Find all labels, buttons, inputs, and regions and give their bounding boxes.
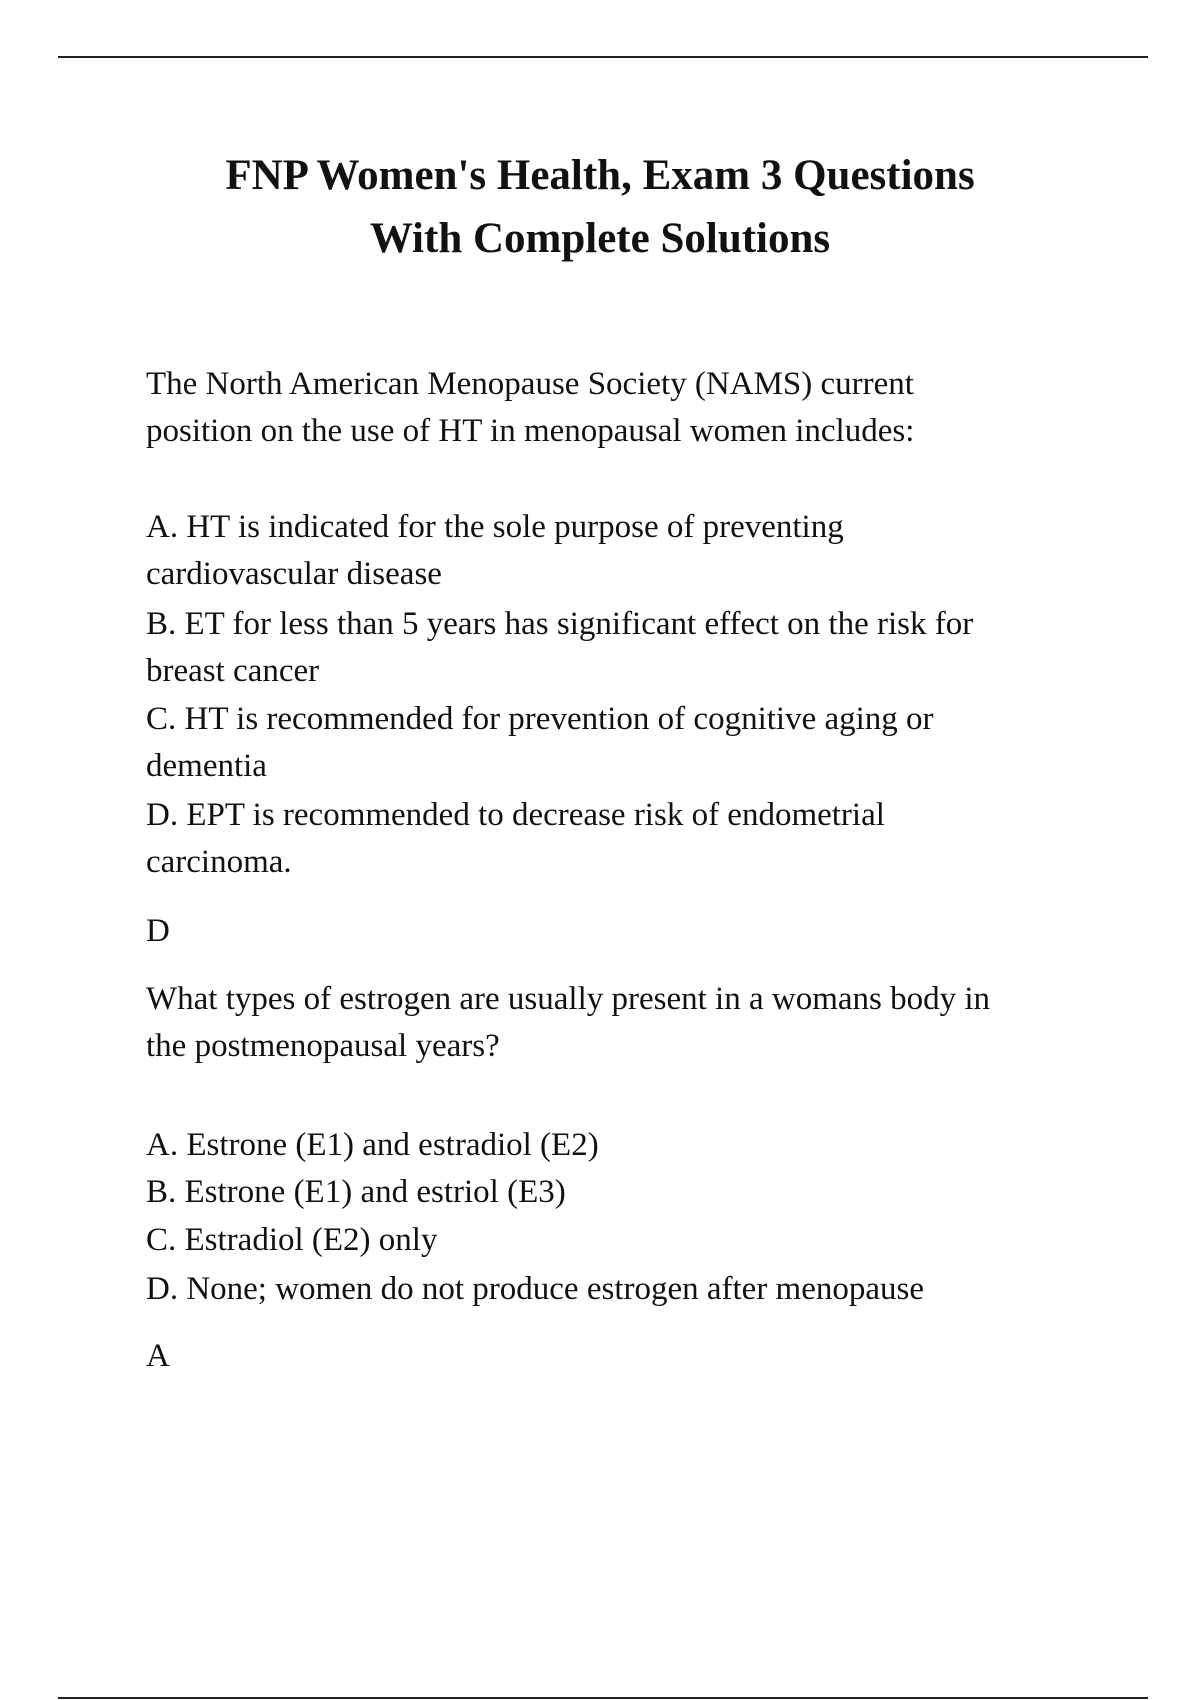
- question-2-option-a: A. Estrone (E1) and estradiol (E2): [146, 1127, 599, 1163]
- stem-line: position on the use of HT in menopausal women includes:: [146, 413, 915, 449]
- stem-line: the postmenopausal years?: [146, 1028, 500, 1064]
- option-line: cardiovascular disease: [146, 556, 442, 592]
- header-rule: [58, 56, 1148, 58]
- question-1-answer: D: [146, 913, 170, 949]
- question-2-option-c: C. Estradiol (E2) only: [146, 1222, 438, 1258]
- option-line: dementia: [146, 748, 267, 784]
- document-title: [0, 144, 1200, 270]
- question-1-option-c: [146, 696, 934, 790]
- option-line: C. HT is recommended for prevention of cognitive aging or: [146, 701, 934, 737]
- stem-line: The North American Menopause Society (NAMS) current: [146, 366, 914, 402]
- option-line: carcinoma.: [146, 844, 292, 880]
- question-2-option-d: D. None; women do not produce estrogen after menopause: [146, 1271, 925, 1307]
- stem-line: What types of estrogen are usually present in a womans body in: [146, 981, 991, 1017]
- question-1-option-b: [146, 601, 973, 695]
- question-2-option-b: B. Estrone (E1) and estriol (E3): [146, 1174, 566, 1210]
- question-1-option-d: [146, 792, 885, 886]
- question-1-stem: [146, 361, 914, 455]
- question-2-answer: A: [146, 1338, 170, 1374]
- option-line: B. ET for less than 5 years has significant effect on the risk for: [146, 606, 974, 642]
- option-line: A. HT is indicated for the sole purpose of preventing: [146, 509, 844, 545]
- title-line: With Complete Solutions: [369, 215, 831, 262]
- question-2-stem: [146, 976, 990, 1070]
- option-line: breast cancer: [146, 653, 320, 689]
- option-line: D. EPT is recommended to decrease risk of endometrial: [146, 797, 885, 833]
- question-1-option-a: [146, 504, 844, 598]
- footer-rule: [58, 1697, 1148, 1699]
- title-line: FNP Women's Health, Exam 3 Questions: [225, 152, 975, 199]
